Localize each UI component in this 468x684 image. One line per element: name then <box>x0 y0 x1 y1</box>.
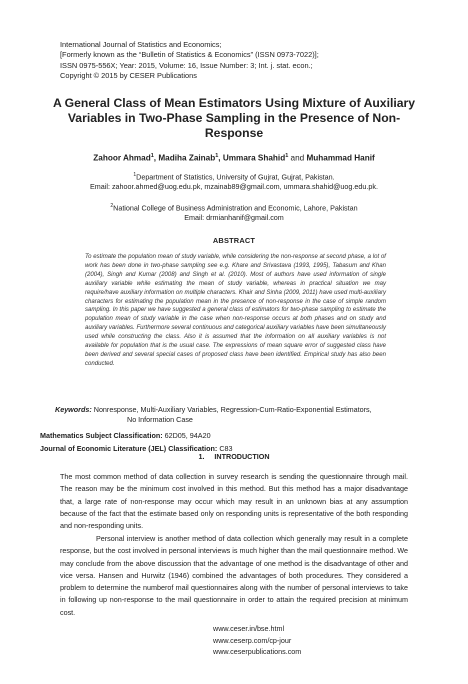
affiliation-line <box>20 170 448 182</box>
affiliation-mark: 2 <box>110 203 114 209</box>
author-list <box>40 153 428 163</box>
affiliation-mark: 1 <box>133 172 137 178</box>
header-line: International Journal of Statistics and Economics; <box>60 40 222 49</box>
affiliation-email: Email: zahoor.ahmed@uog.edu.pk, mzainab89@gmail.com, ummara.shahid@uog.edu.pk. <box>90 182 378 192</box>
abstract-heading: ABSTRACT <box>212 236 256 245</box>
author-affil-mark: 1 <box>150 153 154 159</box>
section-heading: 1. INTRODUCTION <box>198 452 270 461</box>
msc-classification <box>40 431 211 440</box>
journal-header <box>60 40 420 82</box>
paper-title: A General Class of Mean Estimators Using Mixture of Auxiliary Variables in Two-Phase Sampling in the Presence of Non-Response <box>52 96 416 140</box>
affiliation-line <box>20 201 448 213</box>
header-line: [Formerly known as the “Bulletin of Statistics & Economics” (ISSN 0973-7022)]; <box>60 50 319 60</box>
header-line: Copyright © 2015 by CESER Publications <box>60 71 197 81</box>
affiliation-email: Email: drmianhanif@gmail.com <box>184 213 284 223</box>
footer-link[interactable]: www.ceserpublications.com <box>213 647 302 656</box>
author-name: Ummara Shahid <box>222 153 286 163</box>
footer-link[interactable]: www.ceser.in/bse.html <box>213 624 285 633</box>
author-affil-mark: 1 <box>285 153 289 159</box>
affiliation-2 <box>20 201 448 223</box>
footer-links <box>213 623 301 658</box>
keywords <box>55 405 425 425</box>
msc-value: 62D05, 94A20 <box>162 431 211 440</box>
author-separator: , <box>218 153 223 163</box>
affiliation-1 <box>20 170 448 192</box>
jel-label: Journal of Economic Literature (JEL) Classification: <box>40 444 218 453</box>
footer-link[interactable]: www.ceserp.com/cp-jour <box>213 635 292 645</box>
header-line: ISSN 0975-556X; Year: 2015, Volume: 16, Issue Number: 3; Int. j. stat. econ.; <box>60 60 313 70</box>
author-affil-mark: 1 <box>215 153 219 159</box>
author-separator: and <box>288 153 307 163</box>
affiliation-text: National College of Business Administration and Economic, Lahore, Pakistan <box>113 203 358 213</box>
jel-value: C83 <box>217 444 233 453</box>
msc-label: Mathematics Subject Classification: <box>40 431 163 440</box>
intro-paragraph: Personal interview is another method of data collection which generally may result in a complete response, but the cost involved in personal interviews is much higher than the mail questionnaire method. We may conclude from the above discussion that the advantage of one method is the disadvantage of other and vice versa. Hansen and Hurwitz (1946) combined the advantages of both procedures. They considered a problem to determine the numberof mail questionnaires along with the number of personal interviews to take in following up non-response to the mail questionnaire in order to attain the required precision at minimum cost. <box>60 534 408 617</box>
intro-paragraph: The most common method of data collection in survey research is sending the questionnaire through mail. The reason may be the minimum cost involved in this method. But this method has a major disadvantage that, a large rate of non-response may occur which may result in an unknown bias at any assumption because of the fact that the estimate based only on responding units is representative of the both responding and non-responding units. <box>60 472 408 531</box>
affiliation-text: Department of Statistics, University of Gujrat, Gujrat, Pakistan. <box>136 172 335 182</box>
abstract-text: To estimate the population mean of study variable, while considering the non-response at second phase, a lot of work has been done in two-phase sampling see e.g. Khare and Srivastava (1993, 1995), Tabasum and Khan (2004), Singh and Kumar (2008) and Singh et al. (2010). Most of authors have used information of single auxiliary variable while estimating the mean of study variable, whereas in practical situation we may require/have auxiliary information on multiple characters. Khair and Sinha (2009, 2011) have used multi-auxiliary characters for estimating the population mean in the presence of non-response in the case of simple random sampling. In this paper we have suggested a general class of estimators for two-phase sampling to estimate the population mean of study variable in the case when non-response occurs at both phases and on study and auxiliary variables. Furthermore several continuous and categorical auxiliary variables have been simultaneously used while constructing the class. Also it is assumed that the information on all auxiliary variables is not available for population that is the usual case. The expressions of mean square error of suggested class have been derived and several special cases of proposed class have been identified. Empirical study has also been conducted. <box>85 254 386 367</box>
keywords-label: Keywords: <box>55 405 92 414</box>
keywords-line: No Information Case <box>127 415 193 424</box>
author-name: Zahoor Ahmad <box>93 153 151 163</box>
author-separator: , <box>153 153 159 163</box>
author-name: Muhammad Hanif <box>306 153 375 163</box>
keywords-line: Nonresponse, Multi-Auxiliary Variables, Regression-Cum-Ratio-Exponential Estimators, <box>91 405 372 414</box>
author-name: Madiha Zainab <box>158 153 216 163</box>
